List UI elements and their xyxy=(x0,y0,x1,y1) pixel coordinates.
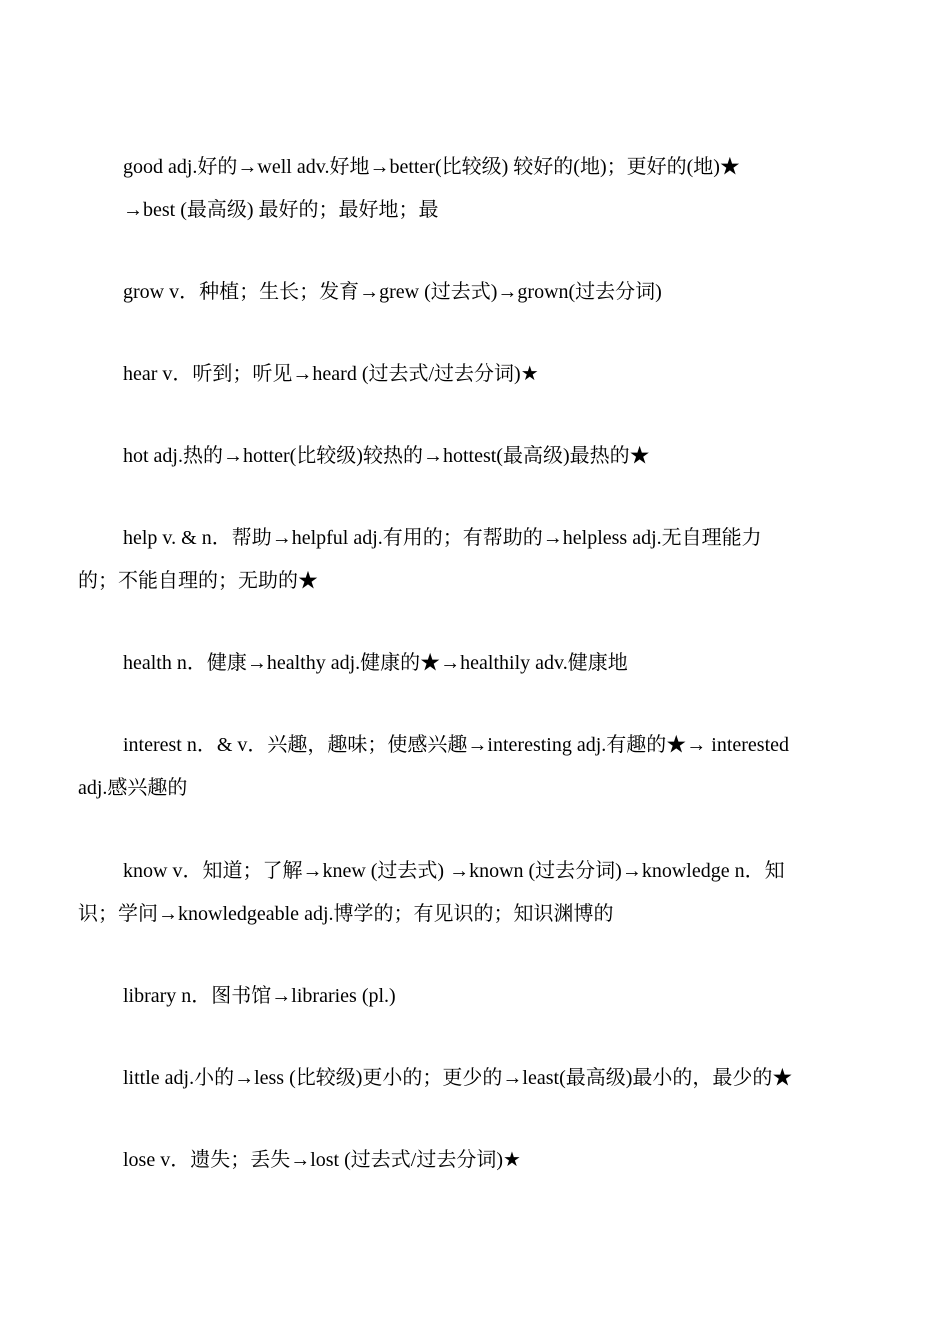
entry-grow xyxy=(78,271,868,314)
entry-know xyxy=(78,850,868,936)
entry-line: hot adj.热的→hotter(比较级)较热的→hottest(最高级)最热的★ xyxy=(123,445,650,467)
entry-line: know v．知道；了解→knew (过去式) →known (过去分词)→knowledge n．知 xyxy=(123,860,785,882)
entry-good xyxy=(78,146,868,232)
entry-line: grow v．种植；生长；发育→grew (过去式)→grown(过去分词) xyxy=(123,281,662,303)
entry-line: little adj.小的→less (比较级)更小的；更少的→least(最高级)最小的，最少的★ xyxy=(123,1067,793,1089)
entry-line: interest n．& v．兴趣，趣味；使感兴趣→interesting adj.有趣的★→ interested xyxy=(123,734,790,756)
entry-hear xyxy=(78,353,868,396)
entry-health xyxy=(78,642,868,685)
entry-line: hear v．听到；听见→heard (过去式/过去分词)★ xyxy=(123,363,539,385)
entry-line: 识；学问→knowledgeable adj.博学的；有见识的；知识渊博的 xyxy=(78,903,614,925)
entry-line: →best (最高级) 最好的；最好地；最 xyxy=(123,199,439,221)
entry-lose xyxy=(78,1139,868,1182)
entry-line: health n．健康→healthy adj.健康的★→healthily adv.健康地 xyxy=(123,652,628,674)
entry-hot xyxy=(78,435,868,478)
entry-line: library n．图书馆→libraries (pl.) xyxy=(123,985,396,1007)
entry-little xyxy=(78,1057,868,1100)
entry-interest xyxy=(78,724,868,810)
entry-help xyxy=(78,517,868,603)
entry-line: lose v．遗失；丢失→lost (过去式/过去分词)★ xyxy=(123,1149,521,1171)
entry-line: good adj.好的→well adv.好地→better(比较级) 较好的(地)；更好的(地)★ xyxy=(123,156,740,178)
entry-line: adj.感兴趣的 xyxy=(78,777,188,799)
entry-library xyxy=(78,975,868,1018)
entry-line: 的；不能自理的；无助的★ xyxy=(78,570,318,592)
entry-line: help v. & n．帮助→helpful adj.有用的；有帮助的→helpless adj.无自理能力 xyxy=(123,527,762,549)
